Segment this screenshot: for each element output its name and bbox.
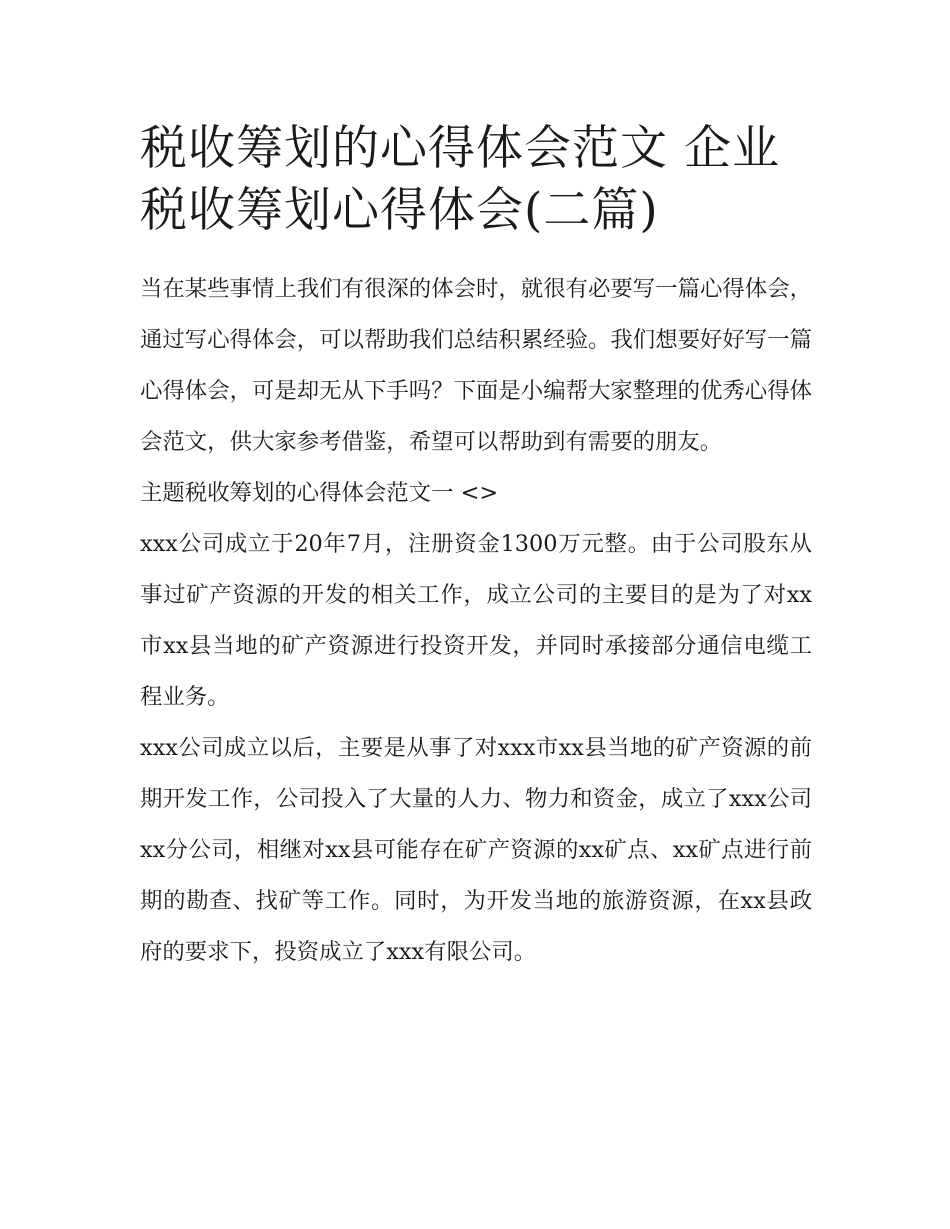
intro-paragraph: 当在某些事情上我们有很深的体会时，就很有必要写一篇心得体会，通过写心得体会，可以帮助我们总结积累经验。我们想要好好写一篇心得体会，可是却无从下手吗？下面是小编帮大家整理的优秀心得体会范文，供大家参考借鉴，希望可以帮助到有需要的朋友。 [140,276,812,455]
document-body [140,118,812,978]
body-paragraph: xxx公司成立以后，主要是从事了对xxx市xx县当地的矿产资源的前期开发工作，公司投入了大量的人力、物力和资金，成立了xxx公司xx分公司，相继对xx县可能存在矿产资源的xx矿点、xx矿点进行前期的勘查、找矿等工作。同时，为开发当地的旅游资源，在xx县政府的要求下，投资成立了xxx有限公司。 [140,735,812,965]
section-heading: 主题税收筹划的心得体会范文一 <> [140,480,499,506]
document-title: 税收筹划的心得体会范文 企业税收筹划心得体会(二篇) [140,121,780,238]
body-paragraph: xxx公司成立于20年7月，注册资金1300万元整。由于公司股东从事过矿产资源的开发的相关工作，成立公司的主要目的是为了对xx市xx县当地的矿产资源进行投资开发，并同时承接部分通信电缆工程业务。 [140,531,812,710]
